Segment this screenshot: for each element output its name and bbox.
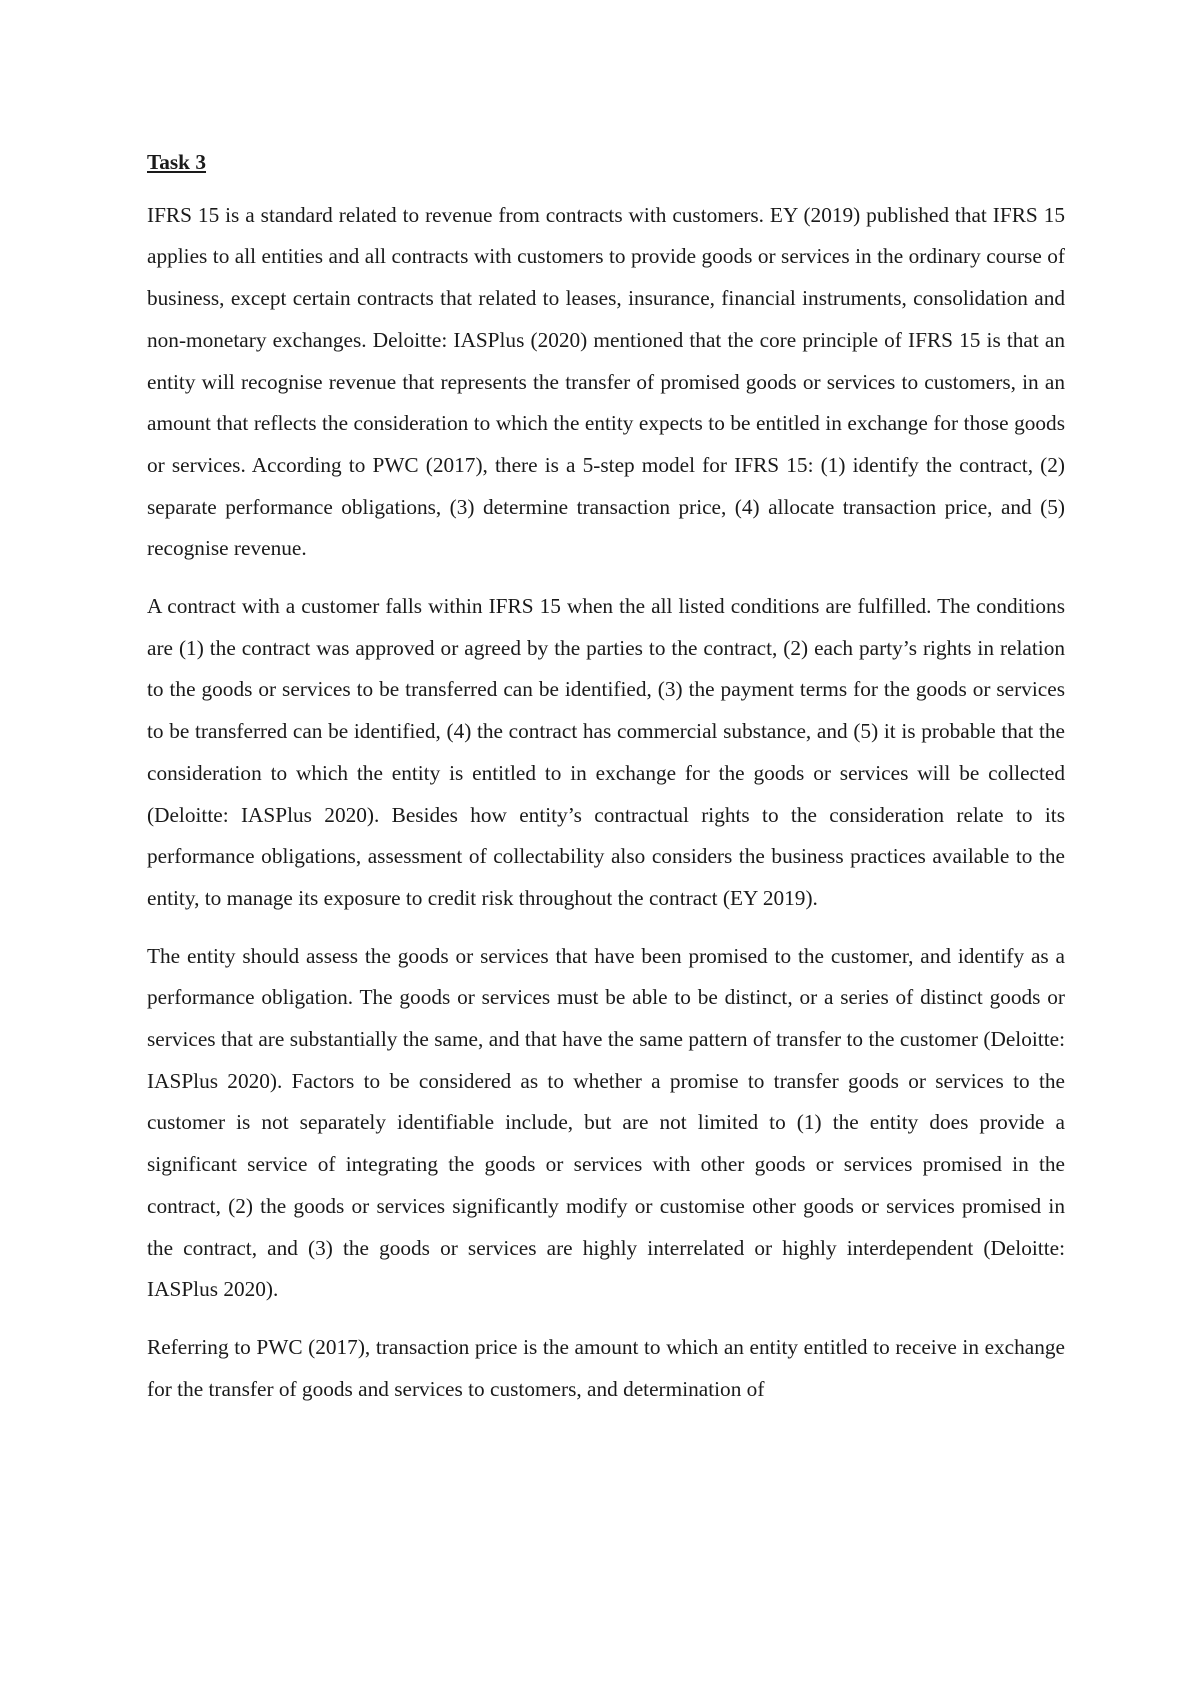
document-body: [147, 142, 1065, 1426]
paragraph-contract-conditions: A contract with a customer falls within IFRS 15 when the all listed conditions are fulfilled. The conditions are (1) the contract was approved or agreed by the parties to the contract, (2) each party’s rights in relation to the goods or services to be transferred can be identified, (3) the payment terms for the goods or services to be transferred can be identified, (4) the contract has commercial substance, and (5) it is probable that the consideration to which the entity is entitled to in exchange for the goods or services will be collected (Deloitte: IASPlus 2020). Besides how entity’s contractual rights to the consideration relate to its performance obligations, assessment of collectability also considers the business practices available to the entity, to manage its exposure to credit risk throughout the contract (EY 2019).: [147, 594, 1065, 910]
paragraph-transaction-price: Referring to PWC (2017), transaction price is the amount to which an entity entitled to receive in exchange for the transfer of goods and services to customers, and determination of: [147, 1334, 1065, 1401]
page-title: Task 3: [147, 150, 207, 174]
paragraph-performance-obligations: The entity should assess the goods or services that have been promised to the customer, and identify as a performance obligation. The goods or services must be able to be distinct, or a series of distinct goods or services that are substantially the same, and that have the same pattern of transfer to the customer (Deloitte: IASPlus 2020). Factors to be considered as to whether a promise to transfer goods or services to the customer is not separately identifiable include, but are not limited to (1) the entity does provide a significant service of integrating the goods or services with other goods or services promised in the contract, (2) the goods or services significantly modify or customise other goods or services promised in the contract, and (3) the goods or services are highly interrelated or highly interdependent (Deloitte: IASPlus 2020).: [147, 943, 1065, 1302]
paragraph-ifrs15-overview: IFRS 15 is a standard related to revenue from contracts with customers. EY (2019) published that IFRS 15 applies to all entities and all contracts with customers to provide goods or services in the ordinary course of business, except certain contracts that related to leases, insurance, financial instruments, consolidation and non-monetary exchanges. Deloitte: IASPlus (2020) mentioned that the core principle of IFRS 15 is that an entity will recognise revenue that represents the transfer of promised goods or services to customers, in an amount that reflects the consideration to which the entity expects to be entitled in exchange for those goods or services. According to PWC (2017), there is a 5-step model for IFRS 15: (1) identify the contract, (2) separate performance obligations, (3) determine transaction price, (4) allocate transaction price, and (5) recognise revenue.: [147, 202, 1065, 561]
